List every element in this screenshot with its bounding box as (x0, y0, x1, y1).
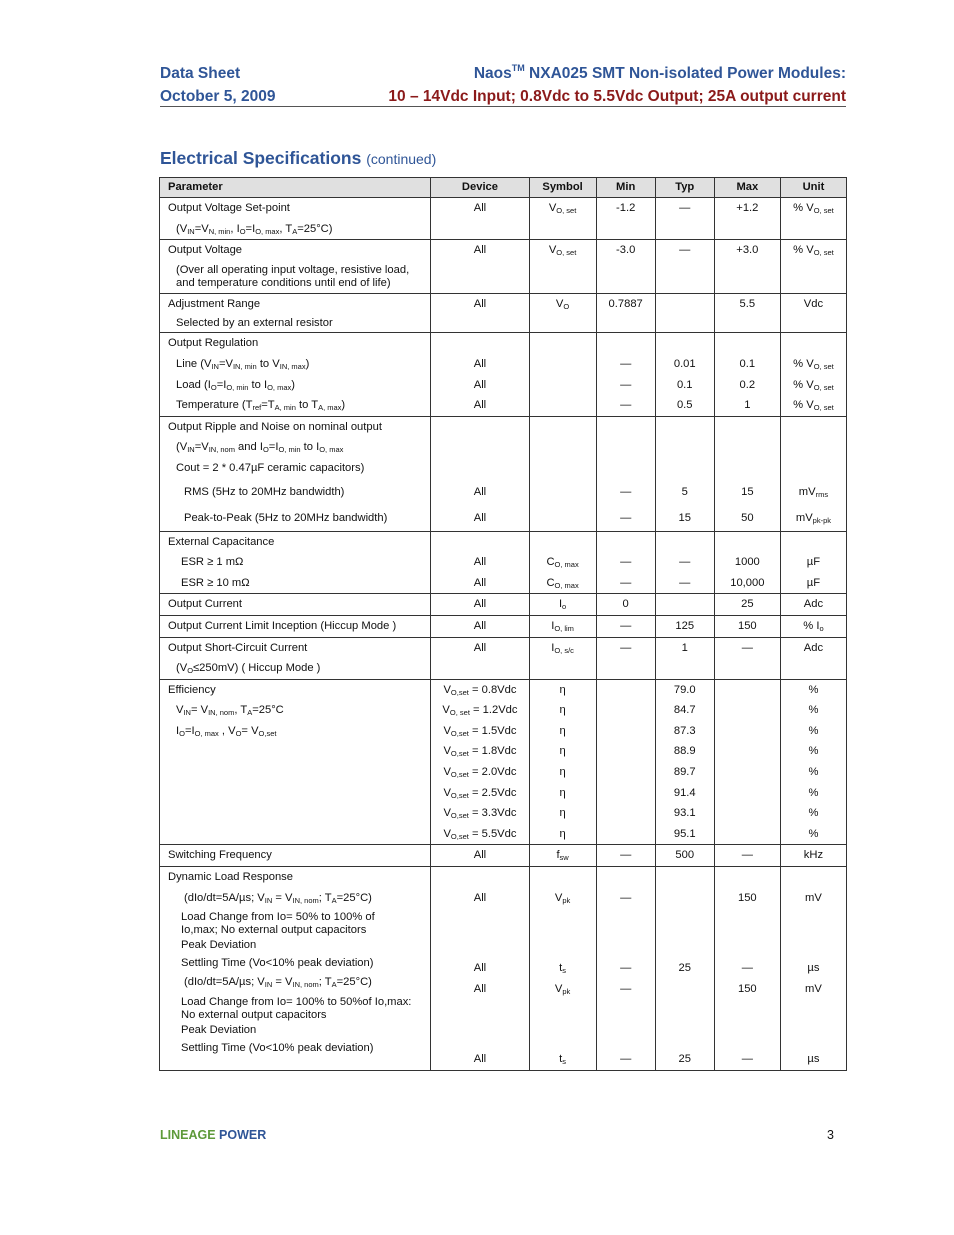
col-header-unit: Unit (780, 178, 846, 198)
typ-cell: 79.0 (673, 683, 696, 696)
unit-cell: µs (807, 962, 820, 975)
unit-cell: kHz (803, 849, 824, 862)
min-cell: — (620, 357, 632, 370)
param-load-change: Load Change from Io= 50% to 100% of Io,max; No external output capacitors (181, 911, 375, 937)
min-cell: — (620, 378, 632, 391)
device-cell: All (473, 244, 487, 257)
typ-cell: 500 (675, 849, 695, 862)
footer-brand: LINEAGE POWER (160, 1128, 267, 1142)
param-condition: Selected by an external resistor (176, 317, 333, 330)
unit-cell: % $V_{O, set}$ (793, 202, 834, 215)
unit-cell: $mV_{rms}$ (798, 485, 829, 499)
header-rule (160, 106, 846, 107)
page-number: 3 (827, 1128, 834, 1142)
device-cell: All (473, 511, 487, 524)
device-cell: All (473, 891, 487, 904)
max-cell: +1.2 (736, 202, 759, 214)
device-cell: All (473, 485, 487, 498)
param-name: External Capacitance (168, 535, 275, 548)
product-title: Naos™ NXA025 SMT Non-isolated Power Modules: (473, 63, 846, 82)
max-cell: — (741, 641, 753, 654)
device-cell: All (473, 641, 487, 654)
table-row (160, 198, 847, 240)
param-name: Output Regulation (168, 337, 259, 350)
symbol-cell: $C_{O, max}$ (546, 576, 579, 590)
symbol-cell: η (559, 683, 566, 696)
symbol-cell: η (559, 807, 566, 820)
min-cell: — (620, 619, 632, 632)
max-cell: +3.0 (736, 244, 759, 257)
min-cell: — (620, 962, 632, 975)
max-cell: 10,000 (730, 576, 765, 589)
unit-cell: % $V_{O, set}$ (793, 378, 834, 392)
max-cell: 15 (741, 485, 754, 498)
param-name: Efficiency (168, 683, 216, 696)
symbol-cell: $V_{O, set}$ (548, 244, 577, 258)
min-cell: — (620, 1053, 632, 1066)
table-row (160, 867, 847, 1071)
param-condition: $(V_O\le 250mV)$ ( Hiccup Mode ) (176, 662, 321, 676)
symbol-cell: $f_{sw}$ (556, 849, 569, 863)
device-cell: $V_{O, set} = 1.2Vdc$ (442, 704, 518, 718)
table-row (160, 240, 847, 294)
min-cell: — (620, 399, 632, 412)
col-header-symbol: Symbol (529, 178, 596, 198)
table-row (160, 531, 847, 594)
unit-cell: % $I_o$ (803, 619, 824, 633)
table-row (160, 333, 847, 416)
product-subtitle: 10 – 14Vdc Input; 0.8Vdc to 5.5Vdc Output; 25A output current (388, 88, 846, 105)
min-cell: — (620, 556, 632, 569)
typ-cell: 125 (675, 619, 695, 632)
param-esr-10: ESR ≥ 10 mΩ (181, 576, 250, 589)
col-header-parameter: Parameter (160, 178, 431, 198)
table-row (160, 679, 847, 845)
device-cell: $V_{O,set} = 1.8Vdc$ (443, 745, 517, 759)
param-peak-to-peak: Peak-to-Peak (5Hz to 20MHz bandwidth) (184, 511, 388, 524)
col-header-device: Device (431, 178, 529, 198)
unit-cell: % $V_{O, set}$ (793, 399, 834, 413)
symbol-cell: η (559, 724, 566, 737)
param-name: Dynamic Load Response (168, 871, 293, 884)
table-row (160, 845, 847, 867)
table-row (160, 594, 847, 616)
min-cell: 0.7887 (608, 297, 643, 310)
param-load: Load ($I_O=I_{O, min}$ to $I_{O, max}$) (176, 378, 295, 392)
device-cell: All (473, 598, 487, 611)
param-name: Output Ripple and Noise on nominal output (168, 420, 382, 433)
typ-cell: 89.7 (673, 766, 696, 779)
max-cell: 150 (737, 982, 757, 995)
device-cell: $V_{O,set} = 1.5Vdc$ (443, 724, 517, 738)
param-settling-time: Settling Time (Vo<10% peak deviation) (181, 1041, 374, 1054)
table-row (160, 416, 847, 531)
typ-cell: 95.1 (673, 827, 696, 840)
param-temperature: Temperature ($T_{ref}=T_{A, min}$ to $T_{A, max}$) (176, 399, 346, 413)
symbol-cell: $V_{pk}$ (554, 982, 571, 996)
param-line: Line ($V_{IN}=V_{IN, min}$ to $V_{IN, max}$) (176, 357, 310, 371)
min-cell: — (620, 641, 632, 654)
header-left (160, 62, 275, 108)
min-cell: — (620, 849, 632, 862)
param-esr-1: ESR ≥ 1 mΩ (181, 556, 244, 569)
param-name: Output Short-Circuit Current (168, 641, 308, 654)
device-cell: $V_{O,set} = 2.5Vdc$ (443, 786, 517, 800)
param-condition: ($V_{IN}=V_{N, min}$, $I_O=I_{O, max}$, $T_A=25^\circ C$) (176, 222, 333, 236)
min-cell: 0 (622, 598, 629, 611)
min-cell: — (620, 982, 632, 995)
min-cell: — (620, 576, 632, 589)
device-cell: All (473, 576, 487, 589)
min-cell: — (620, 511, 632, 524)
doc-date: October 5, 2009 (160, 88, 276, 105)
param-name: Output Voltage (168, 244, 243, 257)
table-header-row (160, 178, 847, 198)
unit-cell: mV (805, 891, 822, 904)
param-name: Adjustment Range (168, 297, 261, 310)
device-cell: $V_{O,set} = 5.5Vdc$ (443, 827, 517, 841)
typ-cell: 88.9 (673, 745, 696, 758)
symbol-cell: $I_{O, s/c}$ (551, 641, 574, 655)
param-condition: $V_{IN}= V_{IN, nom}$, $T_A=25^\circ C$ (176, 704, 284, 718)
device-cell: All (473, 982, 487, 995)
trademark: TM (511, 63, 525, 73)
typ-cell: 5 (681, 485, 688, 498)
typ-cell: — (679, 244, 691, 257)
param-name: Output Current Limit Inception (Hiccup Mode ) (168, 619, 397, 632)
unit-cell: % (808, 807, 819, 820)
device-cell: All (473, 1053, 487, 1066)
max-cell: 1 (744, 399, 751, 412)
unit-cell: % (808, 683, 819, 696)
unit-cell: Adc (803, 598, 824, 611)
typ-cell: 25 (678, 1053, 691, 1066)
min-cell: — (620, 891, 632, 904)
symbol-cell: η (559, 786, 566, 799)
unit-cell: % $V_{O, set}$ (793, 357, 834, 371)
typ-cell: 93.1 (673, 807, 696, 820)
unit-cell: % (808, 786, 819, 799)
symbol-cell: $V_{O, set}$ (548, 202, 577, 215)
table-row (160, 615, 847, 637)
typ-cell: 84.7 (673, 704, 696, 717)
typ-cell: — (679, 576, 691, 589)
device-cell: $V_{O,set} = 3.3Vdc$ (443, 807, 517, 821)
device-cell: All (473, 297, 487, 310)
param-rms: RMS (5Hz to 20MHz bandwidth) (184, 485, 345, 498)
max-cell: 1000 (734, 556, 760, 569)
symbol-cell: η (559, 827, 566, 840)
min-cell: -1.2 (616, 202, 636, 214)
device-cell: All (473, 399, 487, 412)
device-cell: All (473, 378, 487, 391)
device-cell: All (473, 849, 487, 862)
param-peak-deviation: Peak Deviation (181, 939, 257, 952)
header-right (388, 62, 846, 108)
symbol-cell: $t_s$ (559, 962, 566, 976)
param-settling-time: Settling Time (Vo<10% peak deviation) (181, 957, 374, 970)
device-cell: All (473, 556, 487, 569)
typ-cell: 0.5 (676, 399, 693, 412)
unit-cell: % (808, 766, 819, 779)
col-header-typ: Typ (655, 178, 714, 198)
typ-cell: 87.3 (673, 724, 696, 737)
typ-cell: 15 (678, 511, 691, 524)
col-header-max: Max (714, 178, 780, 198)
typ-cell: — (679, 202, 691, 214)
max-cell: 5.5 (739, 297, 756, 310)
unit-cell: % (808, 724, 819, 737)
typ-cell: — (679, 556, 691, 569)
col-header-min: Min (596, 178, 655, 198)
unit-cell: % (808, 704, 819, 717)
unit-cell: mV (805, 982, 822, 995)
max-cell: 0.2 (739, 378, 756, 391)
param-peak-deviation: Peak Deviation (181, 1023, 257, 1036)
param-condition: $I_O=I_{O, max}$ , $V_O= V_{O,set}$ (176, 724, 277, 738)
symbol-cell: $V_O$ (555, 297, 570, 311)
unit-cell: % $V_{O, set}$ (793, 244, 834, 258)
max-cell: 50 (741, 511, 754, 524)
typ-cell: 1 (681, 641, 688, 654)
device-cell: $V_{O,set} = 0.8Vdc$ (443, 683, 517, 697)
typ-cell: 25 (678, 962, 691, 975)
doc-type: Data Sheet (160, 65, 241, 82)
symbol-cell: $I_o$ (558, 598, 567, 612)
unit-cell: % (808, 827, 819, 840)
device-cell: All (473, 962, 487, 975)
param-condition: (Over all operating input voltage, resistive load, and temperature conditions until end of life) (176, 263, 410, 289)
param-name: Output Voltage Set-point (168, 202, 290, 214)
max-cell: 0.1 (739, 357, 756, 370)
param-name: Output Current (168, 598, 242, 611)
max-cell: — (741, 1053, 753, 1066)
unit-cell: µF (806, 576, 821, 589)
max-cell: — (741, 849, 753, 862)
unit-cell: % (808, 745, 819, 758)
device-cell: All (473, 619, 487, 632)
electrical-specifications-table (159, 177, 847, 1071)
typ-cell: 91.4 (673, 786, 696, 799)
symbol-cell: $I_{O, lim}$ (551, 619, 574, 633)
symbol-cell: $t_s$ (559, 1053, 566, 1067)
symbol-cell: $V_{pk}$ (554, 891, 571, 905)
max-cell: 25 (741, 598, 754, 611)
symbol-cell: η (559, 704, 566, 717)
table-row (160, 293, 847, 333)
symbol-cell: η (559, 745, 566, 758)
unit-cell: Adc (803, 641, 824, 654)
section-title: Electrical Specifications (continued) (160, 148, 437, 168)
device-cell: All (473, 357, 487, 370)
param-condition: (dIo/dt=5A/µs; $V_{IN} = V_{IN, nom}$; $T_A=25^\circ C$) (184, 976, 372, 990)
param-condition: ($V_{IN}=V_{IN, nom}$ and $I_O=I_{O, min}$ to $I_{O, max}$ (176, 441, 344, 455)
typ-cell: 0.1 (676, 378, 693, 391)
unit-cell: Vdc (803, 297, 824, 310)
symbol-cell: η (559, 766, 566, 779)
param-name: Switching Frequency (168, 849, 272, 862)
typ-cell: 0.01 (673, 357, 696, 370)
unit-cell: µs (807, 1053, 820, 1066)
device-cell: $V_{O,set} = 2.0Vdc$ (443, 766, 517, 780)
max-cell: 150 (737, 891, 757, 904)
symbol-cell: $C_{O, max}$ (546, 556, 579, 570)
param-condition: (dIo/dt=5A/µs; $V_{IN} = V_{IN, nom}$; $T_A=25^\circ C$) (184, 891, 372, 905)
device-cell: All (473, 202, 487, 214)
unit-cell: $mV_{pk-pk}$ (795, 511, 831, 525)
param-load-change: Load Change from Io= 100% to 50%of Io,max: No external output capacitors (181, 995, 412, 1021)
min-cell: — (620, 485, 632, 498)
max-cell: 150 (737, 619, 757, 632)
table-row (160, 637, 847, 679)
max-cell: — (741, 962, 753, 975)
min-cell: -3.0 (616, 244, 636, 257)
unit-cell: µF (806, 556, 821, 569)
param-cout: Cout = 2 * 0.47µF ceramic capacitors) (176, 461, 365, 474)
